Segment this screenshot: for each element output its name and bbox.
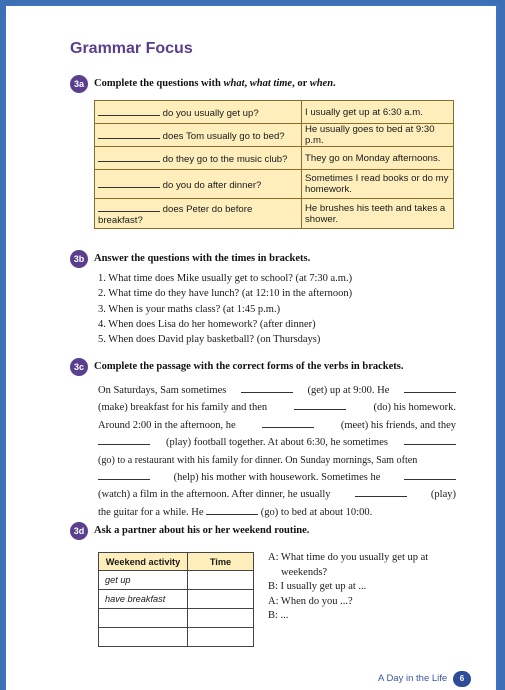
instruction-3c: Complete the passage with the correct forms of the verbs in brackets. [94,361,404,372]
list-item: 5. When does David play basketball? (on Thursdays) [98,334,321,346]
answer-blank[interactable] [404,469,456,480]
answer-blank[interactable] [98,202,160,212]
dialog-line: B: I usually get up at ... [268,581,367,592]
answer-cell: They go on Monday afternoons. [302,147,454,170]
table-cell[interactable]: have breakfast [99,590,188,609]
table-cell[interactable] [188,590,254,609]
section-badge-3c: 3c [70,358,88,376]
passage-line: Around 2:00 in the afternoon, he (meet) his friends, and they [98,417,456,434]
table-row [95,101,454,124]
passage-line: (go) to a restaurant with his family for dinner. On Sunday mornings, Sam often [98,454,418,466]
table-row [99,609,254,628]
passage-line: On Saturdays, Sam sometimes (get) up at 9:00. He [98,382,456,399]
table-row [99,628,254,647]
table-cell[interactable] [99,609,188,628]
answer-cell: Sometimes I read books or do my homework. [302,170,454,199]
answer-blank[interactable] [294,399,346,410]
section-badge-3b: 3b [70,250,88,268]
answer-blank[interactable] [98,469,150,480]
table-row [95,199,454,229]
section-badge-3a: 3a [70,75,88,93]
dialog-line: A: What time do you usually get up at [268,552,429,563]
answer-cell: I usually get up at 6:30 a.m. [302,101,454,124]
unit-title: A Day in the Life [378,673,448,684]
list-item: 1. What time does Mike usually get to school? (at 7:30 a.m.) [98,273,353,284]
passage [98,382,456,521]
column-header: Weekend activity [99,553,188,571]
answer-cell: He brushes his teeth and takes a shower. [302,199,454,229]
instruction-3a: Complete the questions with what, what time, or when. [94,78,336,89]
column-header: Time [188,553,254,571]
list-item: 3. When is your maths class? (at 1:45 p.m.) [98,303,281,315]
table-row [95,124,454,147]
answer-blank[interactable] [404,434,456,445]
question-list [98,271,352,347]
table-header-row [99,553,254,571]
dialog-line: weekends? [281,566,328,578]
table-row [95,170,454,199]
answer-blank[interactable] [355,486,407,497]
dialog-line: B: ... [268,610,289,621]
answer-blank[interactable] [98,129,160,139]
answer-blank[interactable] [206,504,258,515]
table-cell[interactable] [188,571,254,590]
list-item: 4. When does Lisa do her homework? (after dinner) [98,318,316,330]
answer-cell: He usually goes to bed at 9:30 p.m. [302,124,454,147]
question-answer-table [94,100,454,229]
sample-dialog [268,551,428,624]
table-cell[interactable] [188,628,254,647]
answer-blank[interactable] [98,178,160,188]
worksheet-page [4,4,498,690]
answer-blank[interactable] [98,434,150,445]
table-cell[interactable] [188,609,254,628]
answer-blank[interactable] [98,152,160,162]
passage-line: (make) breakfast for his family and then (do) his homework. [98,399,456,416]
table-row [99,571,254,590]
answer-blank[interactable] [404,382,456,393]
passage-line: (help) his mother with housework. Sometimes he [98,469,456,486]
passage-line: (play) football together. At about 6:30, he sometimes [98,434,456,451]
table-cell[interactable] [99,628,188,647]
table-row [99,590,254,609]
dialog-line: A: When do you ...? [268,595,353,607]
page-title: Grammar Focus [70,40,193,57]
question-cell: do you usually get up? [95,101,302,124]
passage-line: (watch) a film in the afternoon. After dinner, he usually (play) [98,486,456,503]
question-cell: do you do after dinner? [95,170,302,199]
answer-blank[interactable] [262,417,314,428]
answer-blank[interactable] [241,382,293,393]
page-number: 6 [453,671,471,687]
question-cell: does Peter do before breakfast? [95,199,302,229]
question-cell: do they go to the music club? [95,147,302,170]
section-badge-3d: 3d [70,522,88,540]
instruction-3b: Answer the questions with the times in brackets. [94,253,311,264]
instruction-3d: Ask a partner about his or her weekend routine. [94,525,310,536]
question-cell: does Tom usually go to bed? [95,124,302,147]
weekend-routine-table [98,552,254,647]
answer-blank[interactable] [98,106,160,116]
passage-line: the guitar for a while. He (go) to bed at about 10:00. [98,504,456,521]
table-row [95,147,454,170]
table-cell[interactable]: get up [99,571,188,590]
list-item: 2. What time do they have lunch? (at 12:10 in the afternoon) [98,288,353,300]
